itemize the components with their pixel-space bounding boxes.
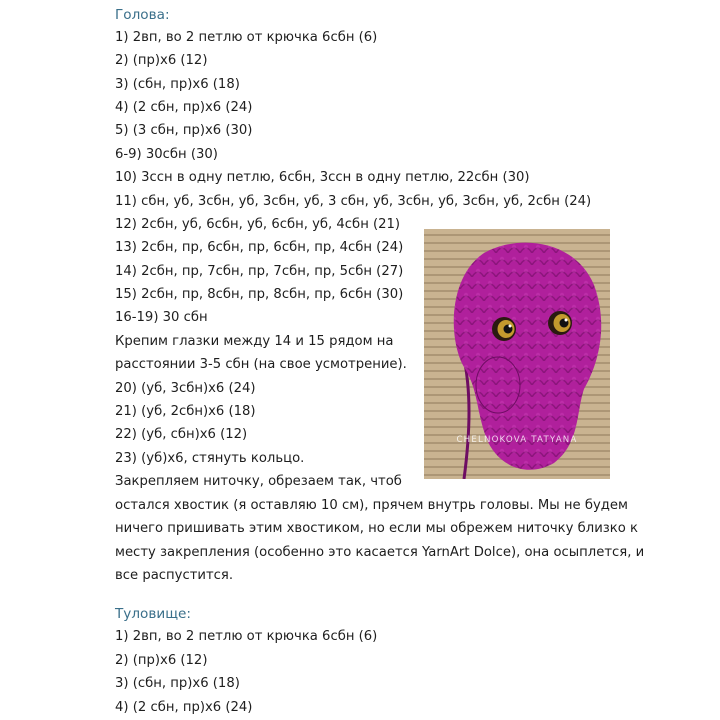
photo-watermark: CHELNOKOVA TATYANA [456, 435, 578, 445]
head-row-14: Крепим глазки между 14 и 15 рядом на [115, 334, 394, 349]
head-row-23: месту закрепления (особенно это касается YarnArt Dolce), она осыплется, и [115, 545, 645, 560]
head-row-13: 16-19) 30 сбн [115, 310, 208, 325]
head-row-7: 10) 3ссн в одну петлю, 6сбн, 3ссн в одну петлю, 22сбн (30) [115, 170, 530, 185]
head-section-title: Голова: [115, 7, 170, 23]
right-eye-glint [565, 319, 568, 322]
toy-photo [424, 229, 610, 479]
head-row-17: 21) (уб, 2сбн)х6 (18) [115, 404, 256, 419]
head-row-20: Закрепляем ниточку, обрезаем так, чтоб [115, 474, 402, 489]
head-row-21: остался хвостик (я оставляю 10 см), прячем внутрь головы. Мы не будем [115, 498, 628, 513]
head-row-10: 13) 2сбн, пр, 6сбн, пр, 6сбн, пр, 4сбн (24) [115, 240, 404, 255]
head-row-5: 5) (3 сбн, пр)х6 (30) [115, 123, 253, 138]
head-row-9: 12) 2сбн, уб, 6сбн, уб, 6сбн, уб, 4сбн (21) [115, 217, 401, 232]
head-row-18: 22) (уб, сбн)х6 (12) [115, 427, 248, 442]
body-row-3: 3) (сбн, пр)х6 (18) [115, 676, 240, 691]
head-row-16: 20) (уб, 3сбн)х6 (24) [115, 381, 256, 396]
head-row-1: 1) 2вп, во 2 петлю от крючка 6сбн (6) [115, 30, 378, 45]
body-section-title: Туловище: [115, 606, 191, 622]
toy-snout [476, 357, 520, 413]
body-row-4: 4) (2 сбн, пр)х6 (24) [115, 700, 253, 715]
head-row-19: 23) (уб)х6, стянуть кольцо. [115, 451, 305, 466]
head-row-3: 3) (сбн, пр)х6 (18) [115, 77, 240, 92]
head-row-24: все распустится. [115, 568, 234, 583]
left-eye-glint [509, 325, 512, 328]
head-row-8: 11) сбн, уб, 3сбн, уб, 3сбн, уб, 3 сбн, уб, 3сбн, уб, 3сбн, уб, 2сбн (24) [115, 194, 592, 209]
head-row-12: 15) 2сбн, пр, 8сбн, пр, 8сбн, пр, 6сбн (30) [115, 287, 404, 302]
head-row-4: 4) (2 сбн, пр)х6 (24) [115, 100, 253, 115]
head-row-11: 14) 2сбн, пр, 7сбн, пр, 7сбн, пр, 5сбн (27) [115, 264, 404, 279]
head-row-22: ничего пришивать этим хвостиком, но если мы обрежем ниточку близко к [115, 521, 638, 536]
body-row-1: 1) 2вп, во 2 петлю от крючка 6сбн (6) [115, 629, 378, 644]
head-row-6: 6-9) 30сбн (30) [115, 147, 218, 162]
head-row-15: расстоянии 3-5 сбн (на свое усмотрение). [115, 357, 407, 372]
body-row-2: 2) (пр)х6 (12) [115, 653, 208, 668]
head-row-2: 2) (пр)х6 (12) [115, 53, 208, 68]
